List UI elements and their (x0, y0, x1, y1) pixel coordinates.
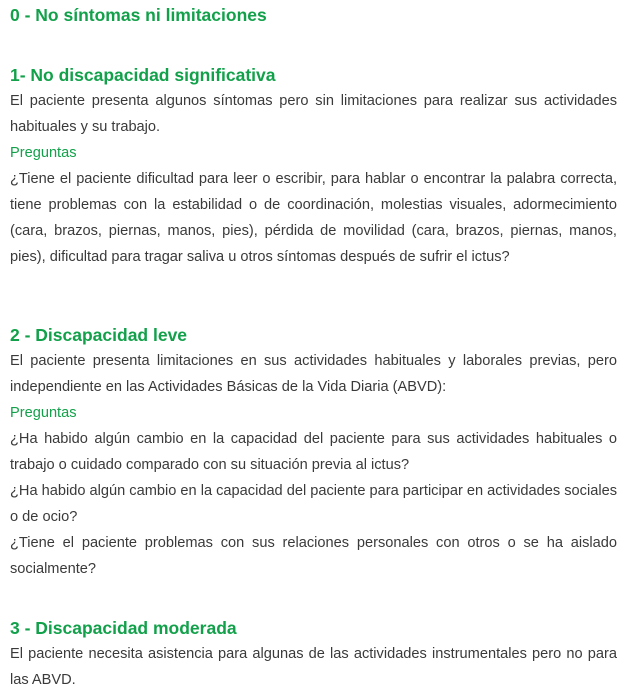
section-2-description: El paciente presenta limitaciones en sus actividades habituales y laborales previas, pero independiente en las Actividades Básicas de la Vida Diaria (ABVD): (10, 353, 617, 395)
section-1-description: El paciente presenta algunos síntomas pero sin limitaciones para realizar sus actividades habituales y su trabajo. (10, 93, 617, 135)
section-1-heading: 1- No discapacidad significativa (10, 65, 276, 85)
section-1-question: ¿Tiene el paciente dificultad para leer o escribir, para hablar o encontrar la palabra correcta, tiene problemas con la estabilidad o de coordinación, molestias visuales, adormecimiento (cara, brazos, piernas, manos, pies), pérdida de movilidad (cara, brazos, piernas, manos, pies), dificultad para tragar saliva u otros síntomas después de sufrir el ictus? (10, 171, 617, 265)
section-2-questions-label: Preguntas (10, 405, 77, 421)
section-0-heading: 0 - No síntomas ni limitaciones (10, 5, 267, 25)
section-2-question: ¿Ha habido algún cambio en la capacidad del paciente para sus actividades habituales o trabajo o cuidado comparado con su situación previa al ictus? (10, 431, 617, 473)
section-3 (10, 615, 617, 693)
section-2-heading: 2 - Discapacidad leve (10, 325, 188, 345)
section-3-heading: 3 - Discapacidad moderada (10, 618, 237, 638)
section-2-question: ¿Ha habido algún cambio en la capacidad del paciente para participar en actividades sociales o de ocio? (10, 483, 617, 525)
section-2-question: ¿Tiene el paciente problemas con sus relaciones personales con otros o se ha aislado socialmente? (10, 535, 617, 577)
section-1 (10, 62, 617, 270)
section-3-description: El paciente necesita asistencia para algunas de las actividades instrumentales pero no para las ABVD. (10, 646, 617, 688)
section-2 (10, 322, 617, 582)
section-1-questions-label: Preguntas (10, 145, 77, 161)
